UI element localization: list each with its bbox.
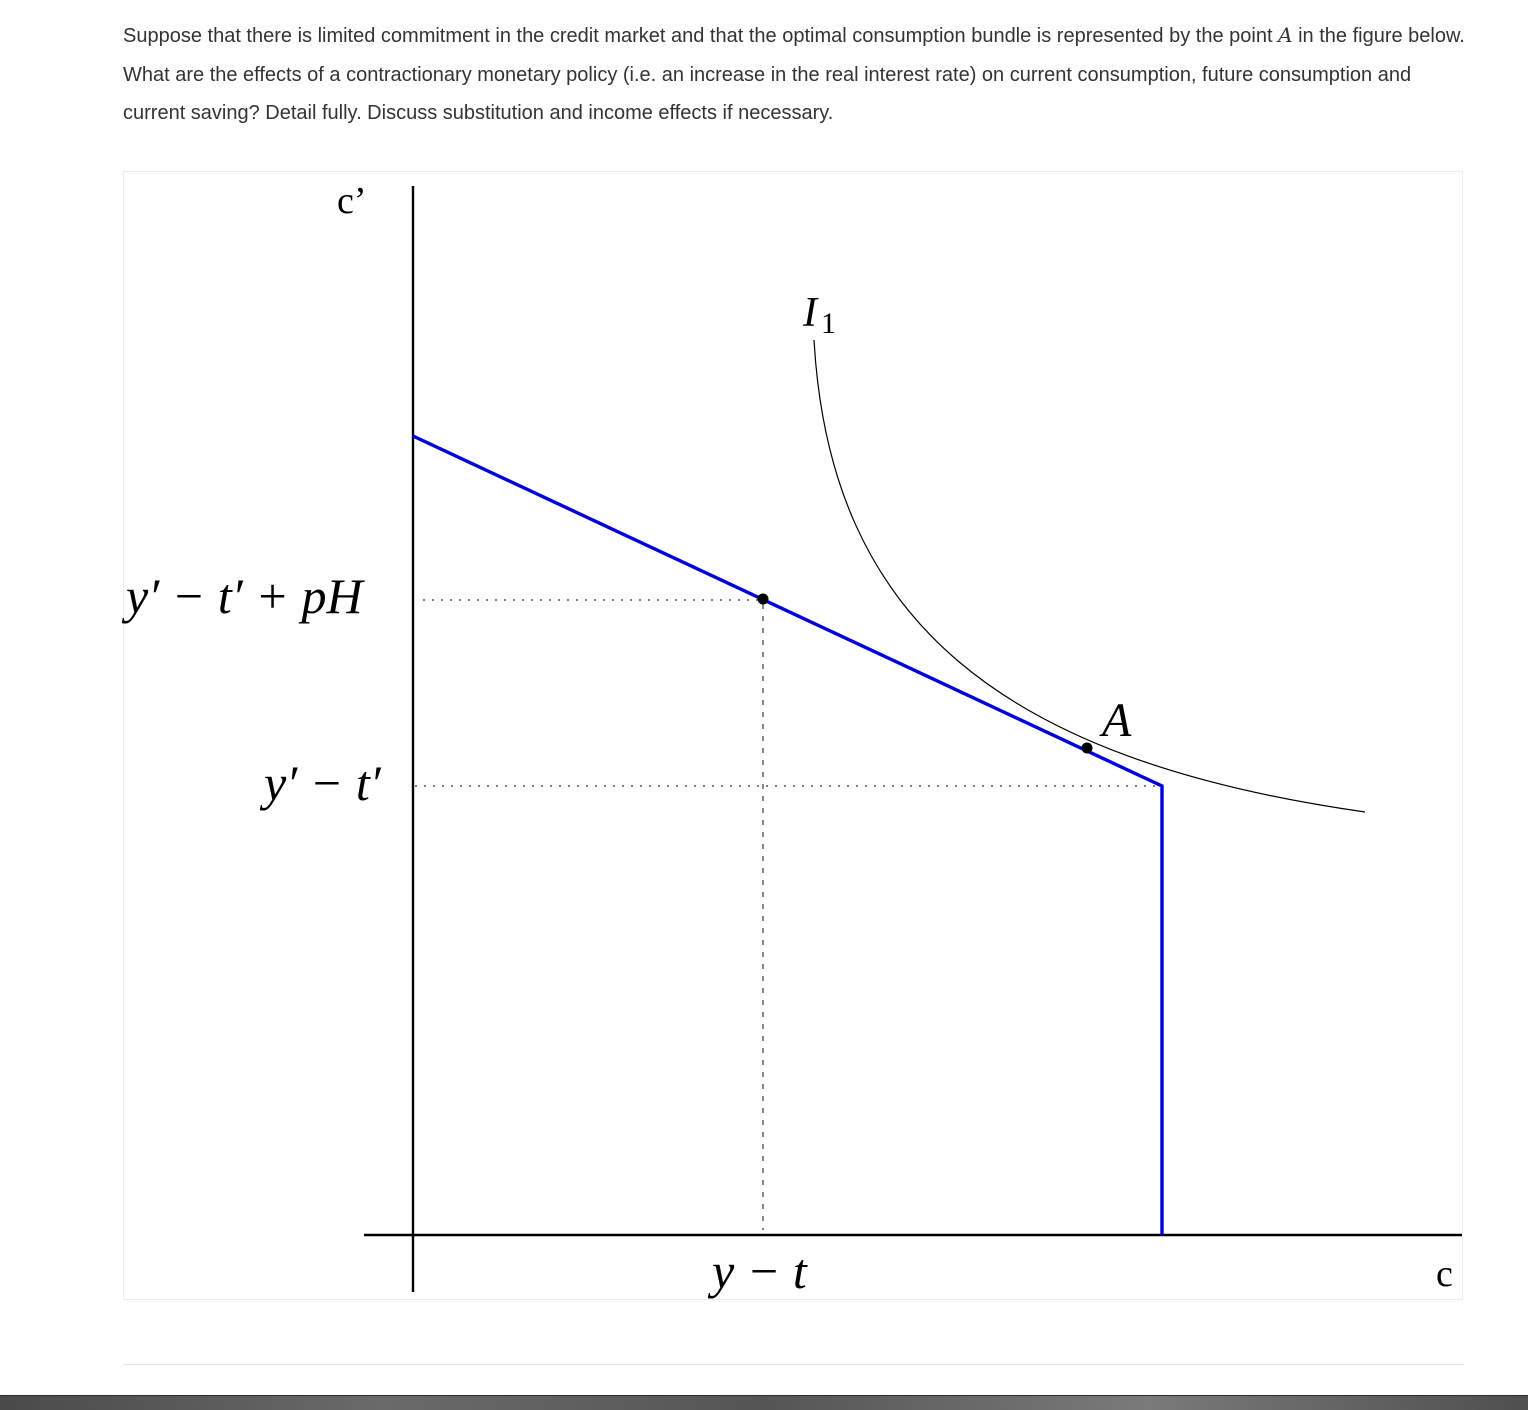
kink-point [758, 594, 769, 605]
point-a-symbol: A [1278, 23, 1293, 47]
lower-level-label: y′ − t′ [264, 755, 381, 811]
y-axis-label: c’ [337, 180, 367, 222]
indifference-curve-subscript: 1 [821, 307, 836, 340]
budget-constraint [413, 436, 1162, 1235]
question-text-part-2: in the figure below. What are the effects of a contractionary monetary policy (i.e. an increase in the real interest rate) on current consumption, future consumption and current saving? Detail fully. Discuss substitution and income effects if necessary. [123, 25, 1465, 124]
indifference-curve-label: I [803, 290, 817, 336]
x-tick-label-y-minus-t: y − t [712, 1243, 807, 1299]
bottom-bar [0, 1395, 1528, 1410]
divider [123, 1364, 1464, 1365]
question-text-part-1: Suppose that there is limited commitment in the credit market and that the optimal consumption bundle is represented by the point [123, 25, 1279, 47]
upper-level-label: y′ − t′ + pH [126, 568, 363, 624]
point-a-label: A [1102, 694, 1132, 747]
x-axis-label: c [1436, 1253, 1453, 1295]
indifference-curve [814, 340, 1365, 812]
point-a [1082, 743, 1093, 754]
